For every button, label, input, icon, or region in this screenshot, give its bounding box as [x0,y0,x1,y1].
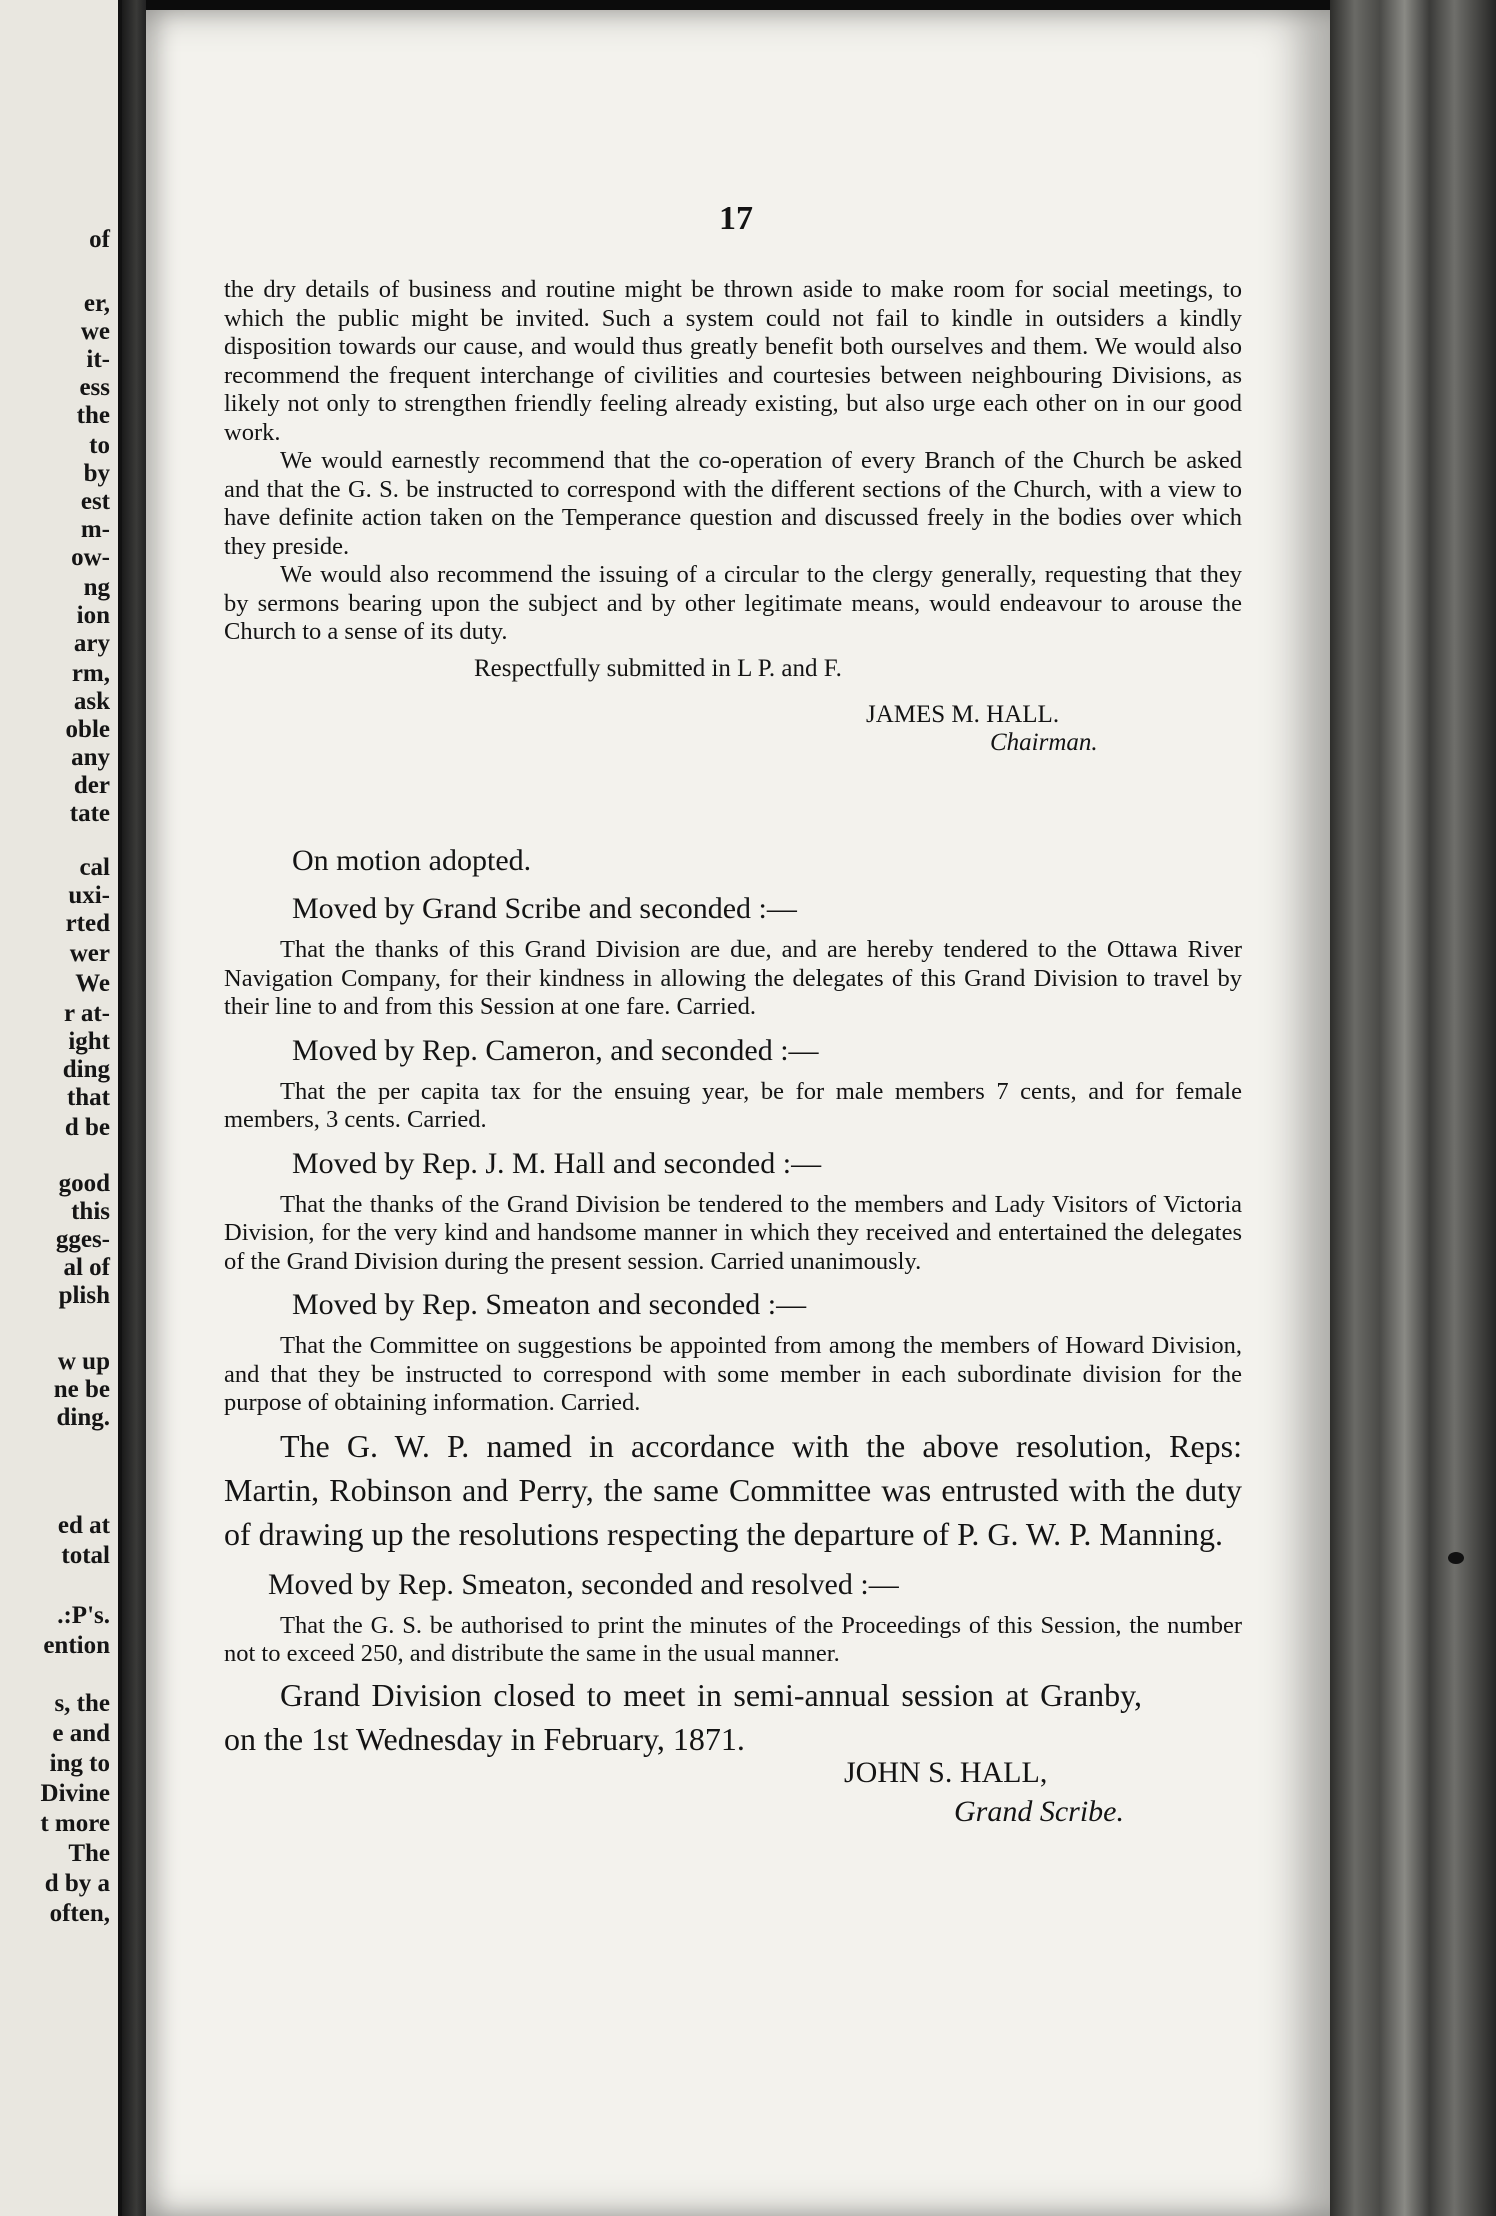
intro-paragraph-1: the dry details of business and routine might be thrown aside to make room for social meetings, to which the public might be invited. Such a system could not fail to kindle in outsiders a kindly disposition towards our cause, and would thus greatly benefit both ourselves and them. We would also recommend the frequent interchange of civilities and courtesies between neighbouring Divisions, as likely not only to strengthen friendly feeling already existing, but also urge each other on in our good work. [224,276,1242,446]
gwp-paragraph: The G. W. P. named in accordance with the above resolution, Reps: Martin, Robinson and Perry, the same Committee was entrusted with the duty of drawing up the resolutions respecting the departure of P. G. W. P. Manning. [224,1427,1242,1552]
margin-fragment: we [80,318,110,345]
margin-fragment: plish [58,1282,110,1309]
motion-adopted: On motion adopted. [292,844,532,877]
margin-fragment: ne be [53,1376,110,1403]
margin-fragment: total [61,1542,110,1569]
margin-fragment: s, the [54,1690,110,1717]
margin-fragment: ight [68,1028,110,1055]
margin-fragment: The [68,1840,110,1867]
motion-text-1: That the thanks of this Grand Division are due, and are hereby tendered to the Ottawa River Navigation Company, for their kindness in allowing the delegates of this Grand Division to travel by their line to and from this Session at one fare. Carried. [224,936,1242,1020]
margin-fragment: t more [40,1810,110,1837]
chairman-name: JAMES M. HALL. [866,700,1060,728]
margin-fragment: uxi- [68,882,110,909]
motions-section [224,842,1242,1827]
margin-fragment: ary [73,630,110,657]
margin-fragment: m- [80,516,110,543]
motion-heading-1: Moved by Grand Scribe and seconded :— [292,892,797,925]
motion-heading-4: Moved by Rep. Smeaton and seconded :— [292,1288,807,1321]
margin-fragment: d by a [44,1870,110,1897]
motion-heading-2: Moved by Rep. Cameron, and seconded :— [292,1033,819,1067]
intro-paragraph-2: We would earnestly recommend that the co-operation of every Branch of the Church be asked and that the G. S. be instructed to correspond with the different sections of the Church, with a view to have definite action taken on the Temperance question and discussed freely in the bodies over which they preside. [224,447,1242,560]
margin-fragment: ding [62,1056,110,1083]
margin-fragment: Divine [40,1780,110,1807]
margin-fragment: ow- [71,544,110,571]
book-page [146,10,1330,2216]
margin-fragment: good [58,1170,110,1197]
chairman-title: Chairman. [990,728,1098,756]
margin-fragment: al of [63,1254,110,1281]
margin-fragment: ion [76,602,110,629]
margin-fragment: of [89,226,110,253]
margin-fragment: .:P's. [57,1602,110,1629]
margin-fragment: it- [86,346,110,373]
margin-fragment: der [73,772,110,799]
report-conclusion [224,276,1242,759]
margin-fragment: that [66,1084,110,1111]
margin-fragment: tate [69,800,110,827]
margin-fragment: ask [73,688,110,715]
scribe-title: Grand Scribe. [954,1794,1124,1828]
margin-fragment: by [83,460,110,487]
ink-fleck [1448,1552,1464,1564]
submitted-line: Respectfully submitted in L P. and F. [474,654,842,682]
margin-fragment: cal [79,854,110,881]
margin-fragment: est [80,488,110,515]
margin-fragment: rm, [71,660,110,687]
margin-fragment: d be [64,1114,110,1141]
margin-fragment: ing to [49,1750,110,1777]
margin-fragment: oble [65,716,110,743]
margin-fragment: to [89,432,110,459]
book-gutter [122,0,146,2216]
margin-fragment: e and [52,1720,110,1747]
margin-fragment: rted [65,910,110,937]
margin-fragment: r at- [63,1000,110,1027]
closing-paragraph: Grand Division closed to meet in semi-annual session at Granby, on the 1st Wednesday in February, 1871. [224,1676,1142,1757]
motion-text-2: That the per capita tax for the ensuing year, be for male members 7 cents, and for female members, 3 cents. Carried. [224,1077,1242,1133]
margin-fragment: ess [79,374,110,401]
margin-fragment: ed at [57,1512,110,1539]
margin-fragment: often, [49,1900,110,1927]
margin-fragment: We [75,970,110,997]
margin-fragment: this [71,1198,110,1225]
final-motion-text: That the G. S. be authorised to print the minutes of the Proceedings of this Session, the number not to exceed 250, and distribute the same in the usual manner. [224,1611,1242,1667]
book-fore-edge [1330,0,1496,2216]
motion-text-3: That the thanks of the Grand Division be tendered to the members and Lady Visitors of Victoria Division, for the very kind and handsome manner in which they received and entertained the delegates of the Grand Division during the present session. Carried unanimously. [224,1190,1242,1275]
adjacent-page-fragment [0,0,122,2216]
margin-fragment: wer [69,940,110,967]
margin-fragment: ding. [56,1404,110,1431]
margin-fragment: the [76,402,110,429]
motion-heading-3: Moved by Rep. J. M. Hall and seconded :— [292,1146,822,1180]
margin-fragment: w up [57,1348,110,1375]
margin-fragment: gges- [55,1226,110,1253]
margin-fragment: any [71,744,110,771]
page-number: 17 [719,200,753,237]
scribe-name: JOHN S. HALL, [844,1755,1048,1789]
intro-paragraph-3: We would also recommend the issuing of a circular to the clergy generally, requesting that they by sermons bearing upon the subject and by other legitimate means, would endeavour to arouse the Church to a sense of its duty. [224,561,1242,645]
final-motion-heading: Moved by Rep. Smeaton, seconded and resolved :— [268,1567,899,1601]
margin-fragment: ng [83,574,110,601]
margin-fragment: ention [43,1632,110,1659]
motion-text-4: That the Committee on suggestions be appointed from among the members of Howard Division, and that they be instructed to correspond with some member in each subordinate division for the purpose of obtaining information. Carried. [224,1332,1242,1416]
margin-fragment: er, [83,290,110,317]
